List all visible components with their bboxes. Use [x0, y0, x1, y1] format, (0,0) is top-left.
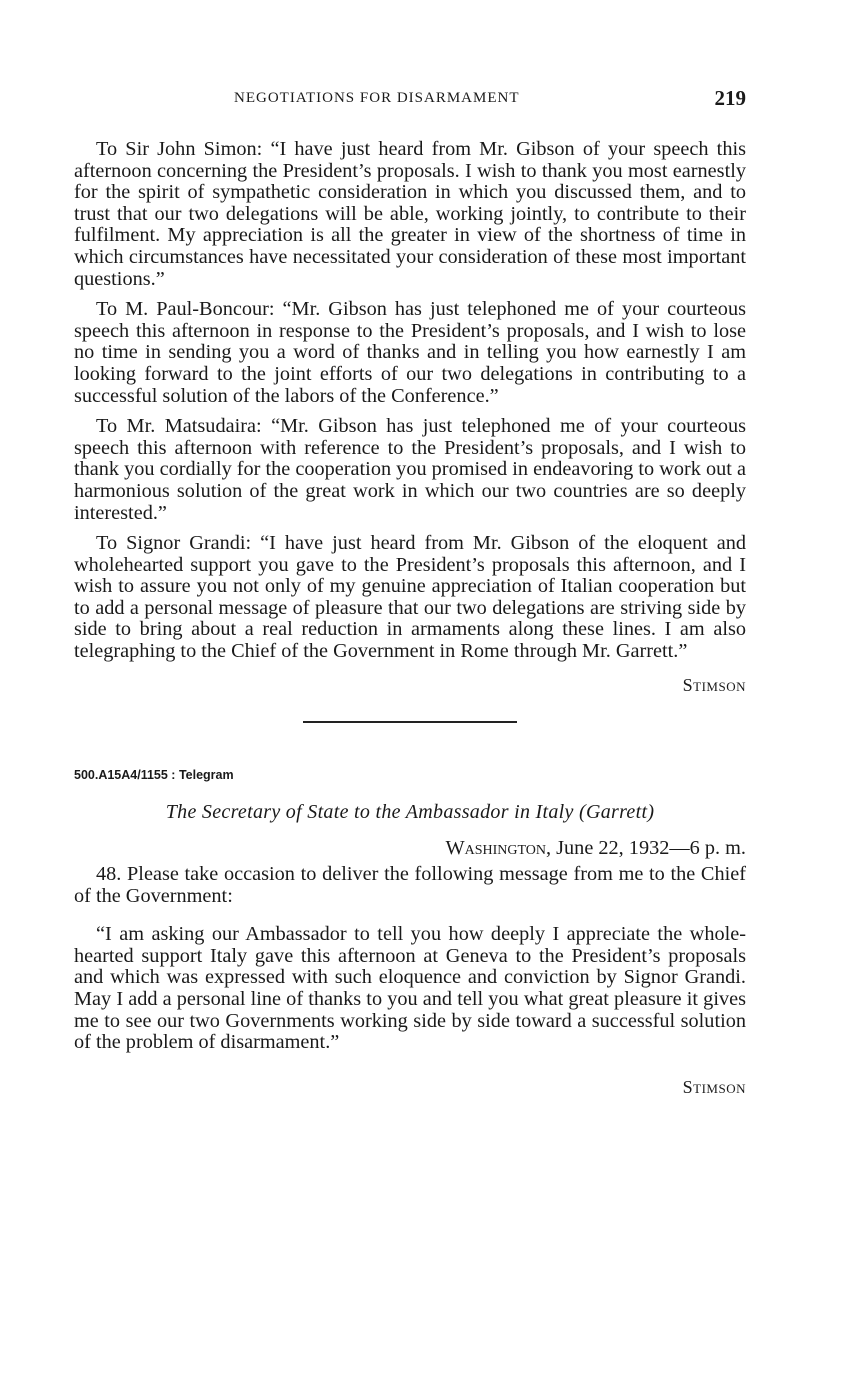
paragraph-sir-john-simon: To Sir John Simon: “I have just heard from Mr. Gibson of your speech this afternoon concerning the President’s proposals. I wish to thank you most earnestly for the spirit of sympathetic consideration in which you discussed them, and to trust that our two delegations will be able, working jointly, to contribute to their fulfilment. My appreciation is all the greater in view of the shortness of time in which circumstances have necessitated your consideration of these most important questions.” — [74, 138, 746, 290]
dateline — [74, 838, 746, 860]
running-head — [74, 88, 746, 114]
dateline-city: Washington — [445, 837, 546, 860]
dateline-date: , June 22, 1932—6 p. m. — [546, 837, 746, 860]
running-title: NEGOTIATIONS FOR DISARMAMENT — [234, 90, 520, 106]
signature-2: Stimson — [682, 1076, 746, 1097]
signature: Stimson — [682, 674, 746, 695]
section-divider — [303, 721, 517, 723]
file-reference: 500.A15A4/1155 : Telegram — [74, 768, 234, 783]
paragraph-grandi: To Signor Grandi: “I have just heard from Mr. Gibson of the eloquent and wholehearted support you gave to the President’s proposals this afternoon, and I wish to assure you not only of my genuine appreciation of Italian cooperation but to add a personal message of pleasure that our two delegations are striving side by side to bring about a real reduction in armaments along these lines. I am also telegraphing to the Chief of the Government in Rome through Mr. Garrett.” — [74, 532, 746, 663]
body-text — [74, 139, 746, 1098]
page-number: 219 — [714, 86, 746, 110]
telegram-intro: 48. Please take occasion to deliver the following message from me to the Chief of the Government: — [74, 863, 746, 907]
document-heading: The Secretary of State to the Ambassador in Italy (Garrett) — [165, 800, 655, 823]
paragraph-matsudaira: To Mr. Matsudaira: “Mr. Gibson has just telephoned me of your courteous speech this afternoon with reference to the President’s proposals, and I wish to thank you cordially for the cooperation you promised in endeavoring to work out a harmonious solution of the great work in which our two countries are so deeply interested.” — [74, 415, 746, 524]
paragraph-paul-boncour: To M. Paul-Boncour: “Mr. Gibson has just telephoned me of your courteous speech this afternoon in response to the President’s proposals, and I wish to lose no time in sending you a word of thanks and in telling you how earnestly I am looking forward to the joint efforts of our two delegations in contributing to a successful solution of the labors of the Conference.” — [74, 298, 746, 407]
telegram-message: “I am asking our Ambassador to tell you how deeply I appreciate the whole-hearted support Italy gave this afternoon at Geneva to the President’s proposals and which was expressed with such eloquence and conviction by Signor Grandi. May I add a personal line of thanks to you and tell you what great pleasure it gives me to see our two Governments working side by side toward a successful solution of the problem of disarmament.” — [74, 923, 746, 1054]
